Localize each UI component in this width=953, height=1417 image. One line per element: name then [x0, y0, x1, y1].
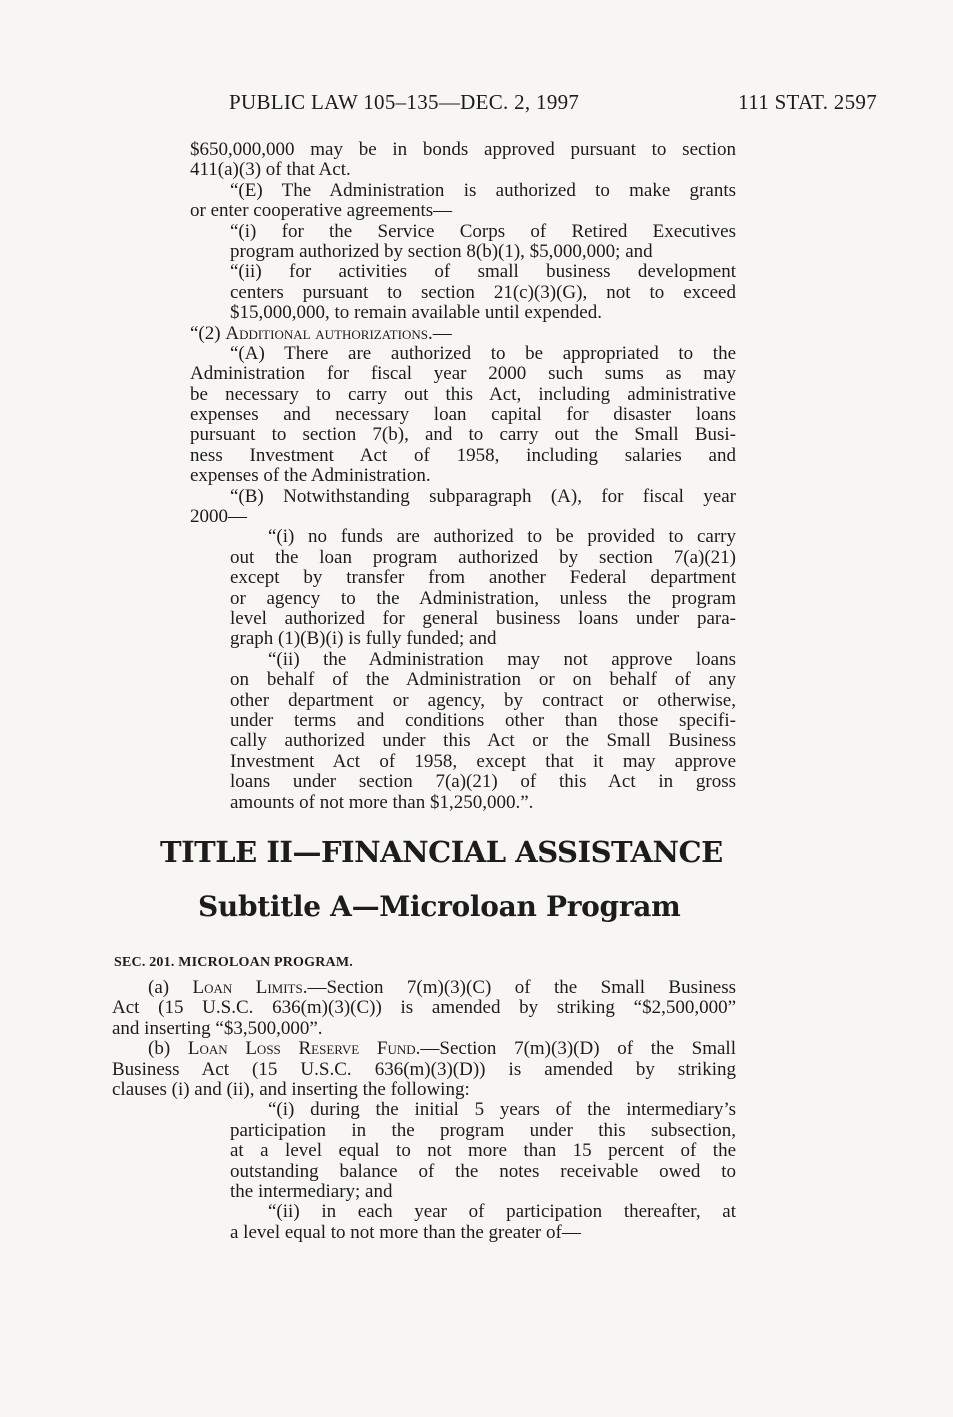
subsection-a-first-line: [112, 978, 736, 998]
text-line: pursuant to section 7(b), and to carry out the Small Busi-: [190, 424, 736, 446]
text-line: $15,000,000, to remain available until expended.: [230, 302, 602, 324]
running-header-law: PUBLIC LAW 105–135—DEC. 2, 1997: [229, 90, 580, 114]
subsection-b-text: .—Section 7(m)(3)(D) of the Small: [415, 1038, 736, 1060]
text-line: amounts of not more than $1,250,000.”.: [230, 791, 534, 813]
subsection-a-caps: Loan Limits: [192, 977, 303, 998]
text-line: a level equal to not more than the greater of—: [230, 1221, 581, 1243]
subsection-b-lines: [112, 1060, 736, 1244]
text-line: outstanding balance of the notes receivable owed to: [230, 1160, 736, 1182]
text-line: Investment Act of 1958, except that it may approve: [230, 750, 736, 772]
text-line: except by transfer from another Federal department: [230, 567, 736, 589]
text-line: Business Act (15 U.S.C. 636(m)(3)(D)) is amended by striking: [112, 1058, 736, 1080]
text-line: $650,000,000 may be in bonds approved pursuant to section: [190, 139, 736, 160]
heading-tail: .—: [427, 322, 452, 344]
section-body: [112, 978, 736, 1243]
subsection-b-label: (b): [148, 1038, 188, 1060]
subsection-a-lines: [112, 998, 736, 1039]
text-line: “(i) for the Service Corps of Retired Executives: [230, 220, 736, 242]
body-text-block-1: [190, 140, 736, 813]
text-line: “(E) The Administration is authorized to make grants: [230, 179, 736, 201]
text-line: ness Investment Act of 1958, including salaries and: [190, 444, 736, 466]
text-line: 411(a)(3) of that Act.: [190, 159, 351, 181]
text-line: on behalf of the Administration or on behalf of any: [230, 669, 736, 691]
text-line: program authorized by section 8(b)(1), $5,000,000; and: [230, 240, 653, 262]
subsection-a-text: .—Section 7(m)(3)(C) of the Small Business: [302, 977, 736, 998]
text-line: centers pursuant to section 21(c)(3)(G), not to exceed: [230, 281, 736, 303]
text-line: “(B) Notwithstanding subparagraph (A), for fiscal year: [230, 485, 736, 507]
section-heading: SEC. 201. MICROLOAN PROGRAM.: [114, 955, 353, 970]
text-line: and inserting “$3,500,000”.: [112, 1017, 323, 1039]
subsection-a-label: (a): [148, 977, 193, 998]
subsection-b-caps: Loan Loss Reserve Fund: [187, 1038, 416, 1060]
text-line: 2000—: [190, 506, 247, 528]
text-line: participation in the program under this subsection,: [230, 1119, 736, 1141]
text-line: at a level equal to not more than 15 percent of the: [230, 1140, 736, 1162]
text-line: expenses and necessary loan capital for disaster loans: [190, 404, 736, 426]
text-line: Administration for fiscal year 2000 such sums as may: [190, 363, 736, 385]
text-line: graph (1)(B)(i) is fully funded; and: [230, 628, 497, 650]
text-line: the intermediary; and: [230, 1180, 393, 1202]
heading-caps: Additional authorizations: [225, 322, 428, 344]
additional-authorizations-heading: [190, 324, 736, 344]
text-line: “(i) no funds are authorized to be provided to carry: [268, 526, 736, 548]
text-line: “(ii) in each year of participation thereafter, at: [268, 1201, 736, 1223]
text-line: cally authorized under this Act or the Small Business: [230, 730, 736, 752]
subsection-b-first-line: [112, 1039, 736, 1059]
text-line: other department or agency, by contract or otherwise,: [230, 689, 736, 711]
text-line: or enter cooperative agreements—: [190, 200, 453, 222]
paragraph-group-additional: [190, 344, 736, 813]
text-line: clauses (i) and (ii), and inserting the following:: [112, 1078, 470, 1100]
text-line: loans under section 7(a)(21) of this Act in gross: [230, 771, 736, 793]
text-line: or agency to the Administration, unless the program: [230, 587, 736, 609]
subtitle-heading: Subtitle A—Microloan Program: [198, 890, 681, 923]
heading-number: “(2): [190, 322, 226, 344]
text-line: be necessary to carry out this Act, including administrative: [190, 383, 736, 405]
text-line: under terms and conditions other than those specifi-: [230, 709, 736, 731]
running-header-stat: 111 STAT. 2597: [738, 90, 877, 114]
text-line: “(A) There are authorized to be appropriated to the: [230, 342, 736, 364]
text-line: “(ii) for activities of small business development: [230, 261, 736, 283]
text-line: expenses of the Administration.: [190, 465, 431, 487]
text-line: “(i) during the initial 5 years of the intermediary’s: [268, 1099, 736, 1121]
paragraph-group-e: [190, 140, 736, 324]
title-heading: TITLE II—FINANCIAL ASSISTANCE: [160, 835, 723, 869]
text-line: “(ii) the Administration may not approve loans: [268, 648, 736, 670]
text-line: level authorized for general business loans under para-: [230, 607, 736, 629]
text-line: Act (15 U.S.C. 636(m)(3)(C)) is amended by striking “$2,500,000”: [112, 997, 736, 1019]
text-line: out the loan program authorized by section 7(a)(21): [230, 546, 736, 568]
